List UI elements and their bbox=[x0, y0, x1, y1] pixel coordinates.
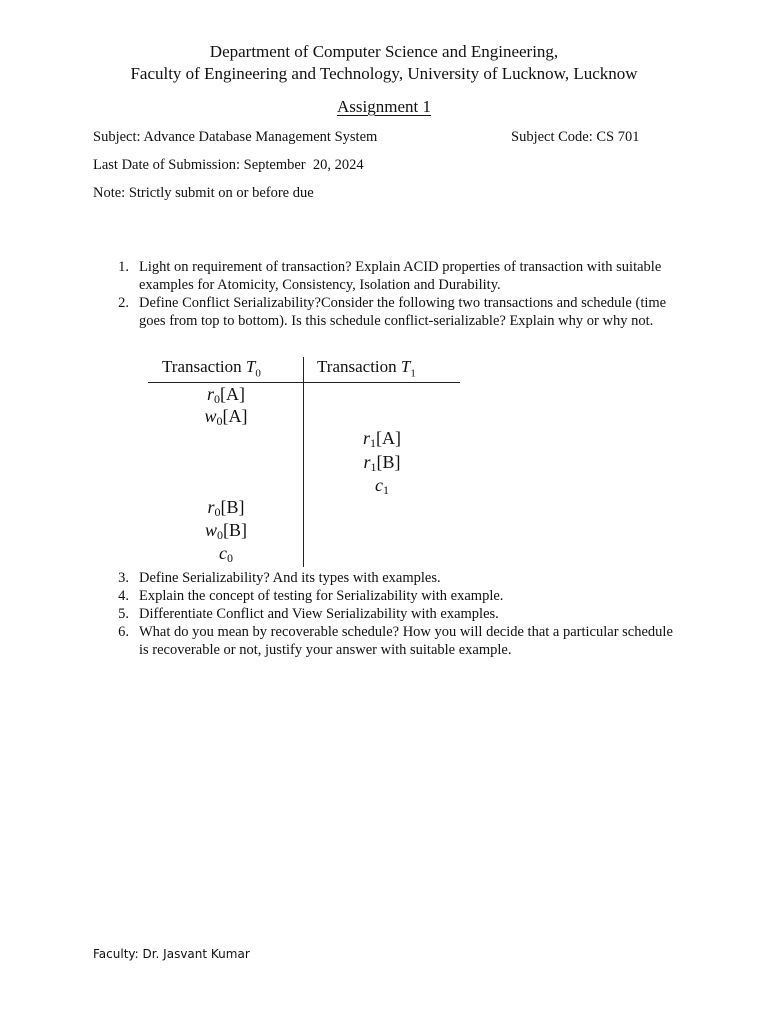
question-number: 1. bbox=[118, 259, 129, 275]
question-text: Explain the concept of testing for Serializability with example. bbox=[139, 588, 504, 604]
subject-code: Subject Code: CS 701 bbox=[511, 129, 640, 145]
question-text: Define Conflict Serializability?Consider the following two transactions and schedule (time goes from top to bottom). Is this schedule conflict-serializable? Explain why or why not. bbox=[139, 295, 667, 329]
faculty-heading: Faculty of Engineering and Technology, University of Lucknow, Lucknow bbox=[130, 64, 638, 83]
last-date-line: Last Date of Submission: September 20, 2024 bbox=[93, 157, 364, 173]
assignment-title bbox=[0, 97, 768, 117]
schedule-table bbox=[148, 355, 464, 570]
column-header-t1 bbox=[317, 357, 416, 379]
note-line: Note: Strictly submit on or before due bbox=[93, 185, 314, 201]
column-header-var: T bbox=[400, 357, 411, 376]
operation-r1-b: $r_1[B]$ bbox=[363, 452, 401, 474]
faculty-footer: Faculty: Dr. Jasvant Kumar bbox=[93, 947, 250, 961]
operation-r0-a: $r_0[A]$ bbox=[206, 384, 246, 406]
question-text: What do you mean by recoverable schedule? How you will decide that a particular schedule is recoverable or not, justify your answer with suitable example. bbox=[139, 624, 673, 658]
column-header-label: Transaction bbox=[162, 357, 246, 376]
column-header-sub: 0 bbox=[255, 367, 261, 380]
question-number: 5. bbox=[118, 606, 129, 622]
department-heading: Department of Computer Science and Engineering, bbox=[209, 42, 559, 61]
question-number: 4. bbox=[118, 588, 129, 604]
column-header-var: T bbox=[245, 357, 256, 376]
operation-w0-b: $w_0[B]$ bbox=[204, 520, 248, 542]
question-number: 3. bbox=[118, 570, 129, 586]
question-text: Define Serializability? And its types with examples. bbox=[139, 570, 441, 586]
operation-w0-a: $w_0[A]$ bbox=[204, 406, 248, 428]
question-text: Differentiate Conflict and View Serializability with examples. bbox=[139, 606, 499, 622]
column-header-sub: 1 bbox=[410, 367, 416, 380]
column-header-label: Transaction bbox=[317, 357, 401, 376]
question-text: Light on requirement of transaction? Explain ACID properties of transaction with suitable examples for Atomicity, Consistency, Isolation and Durability. bbox=[139, 259, 662, 293]
assignment-title-text: Assignment 1 bbox=[337, 97, 431, 116]
question-number: 2. bbox=[118, 295, 129, 311]
column-divider bbox=[303, 357, 304, 567]
operation-r1-a: $r_1[A]$ bbox=[362, 428, 402, 450]
question-number: 6. bbox=[118, 624, 129, 640]
operation-c1: $c_1$ bbox=[375, 475, 389, 497]
operation-r0-b: $r_0[B]$ bbox=[207, 497, 245, 519]
operation-c0: $c_0$ bbox=[219, 543, 233, 565]
column-header-t0 bbox=[162, 357, 261, 379]
subject-line: Subject: Advance Database Management System bbox=[93, 129, 378, 145]
header-rule bbox=[148, 382, 460, 383]
